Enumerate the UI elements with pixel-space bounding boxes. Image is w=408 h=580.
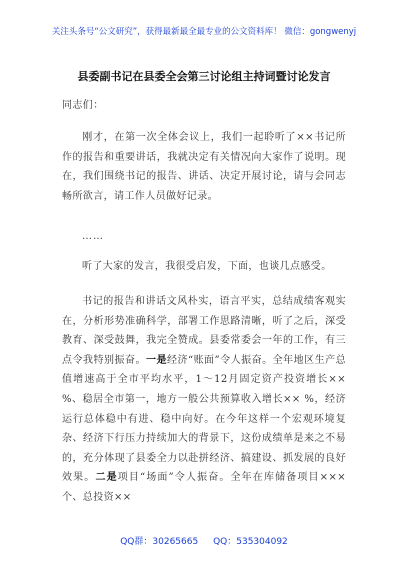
point-one-label: 一是 — [145, 354, 167, 366]
document-title: 县委副书记在县委全会第三讨论组主持词暨讨论发言 — [77, 70, 331, 83]
paragraph-2-text: 听了大家的发言，我很受启发，下面，也谈几点感受。 — [82, 261, 332, 272]
point-two-text: 项目“场面”令人振奋。全年在库储备项目×××个、总投资×× — [62, 472, 346, 503]
paragraph-3 — [62, 292, 346, 508]
paragraph-1-text: 刚才，在第一次全体会议上，我们一起聆听了××书记所作的报告和重要讲话，我就决定有关情况向大家作了说明。现在，我们围绕书记的报告、讲话、决定开展讨论，请与会同志畅所欲言，请工作人员做好记录。 — [62, 132, 346, 202]
footer-contact — [0, 534, 408, 547]
paragraph-1 — [62, 128, 346, 206]
point-one-text: 经济“账面”令人振奋。全年地区生产总值增速高于全市平均水平，1～12月固定资产投资增长×× %、稳居全市第一，地方一般公共预算收入增长×× %，经济运行总体稳中有进、稳中向好。在今年这样一个宏观环境复杂、经济下行压力持续加大的背景下，这份成绩单是来之不易的，充分体现了县委全力以赴拼经济、搞建设、抓发展的良好效果。 — [62, 354, 346, 484]
paragraph-3-intro: 书记的报告和讲话文风朴实，语言平实，总结成绩客观实在，分析形势准确科学，部署工作思路清晰，听了之后，深受教育、深受鼓舞，我完全赞成。县委常委会一年的工作，有三点令我特别振奋。 — [62, 296, 346, 366]
ellipsis-text: …… — [82, 231, 104, 242]
qq-group: QQ群：30265665 — [120, 537, 199, 547]
ellipsis — [62, 227, 346, 247]
paragraph-2 — [62, 257, 346, 277]
point-two-label: 二是 — [95, 472, 118, 484]
qq-number: QQ：535304092 — [213, 537, 288, 547]
header-promo-note: 关注头条号“公文研究”，获得最新最全最专业的公文资料库！ 微信：gongwenyj — [51, 27, 357, 37]
salutation: 同志们： — [62, 100, 104, 111]
